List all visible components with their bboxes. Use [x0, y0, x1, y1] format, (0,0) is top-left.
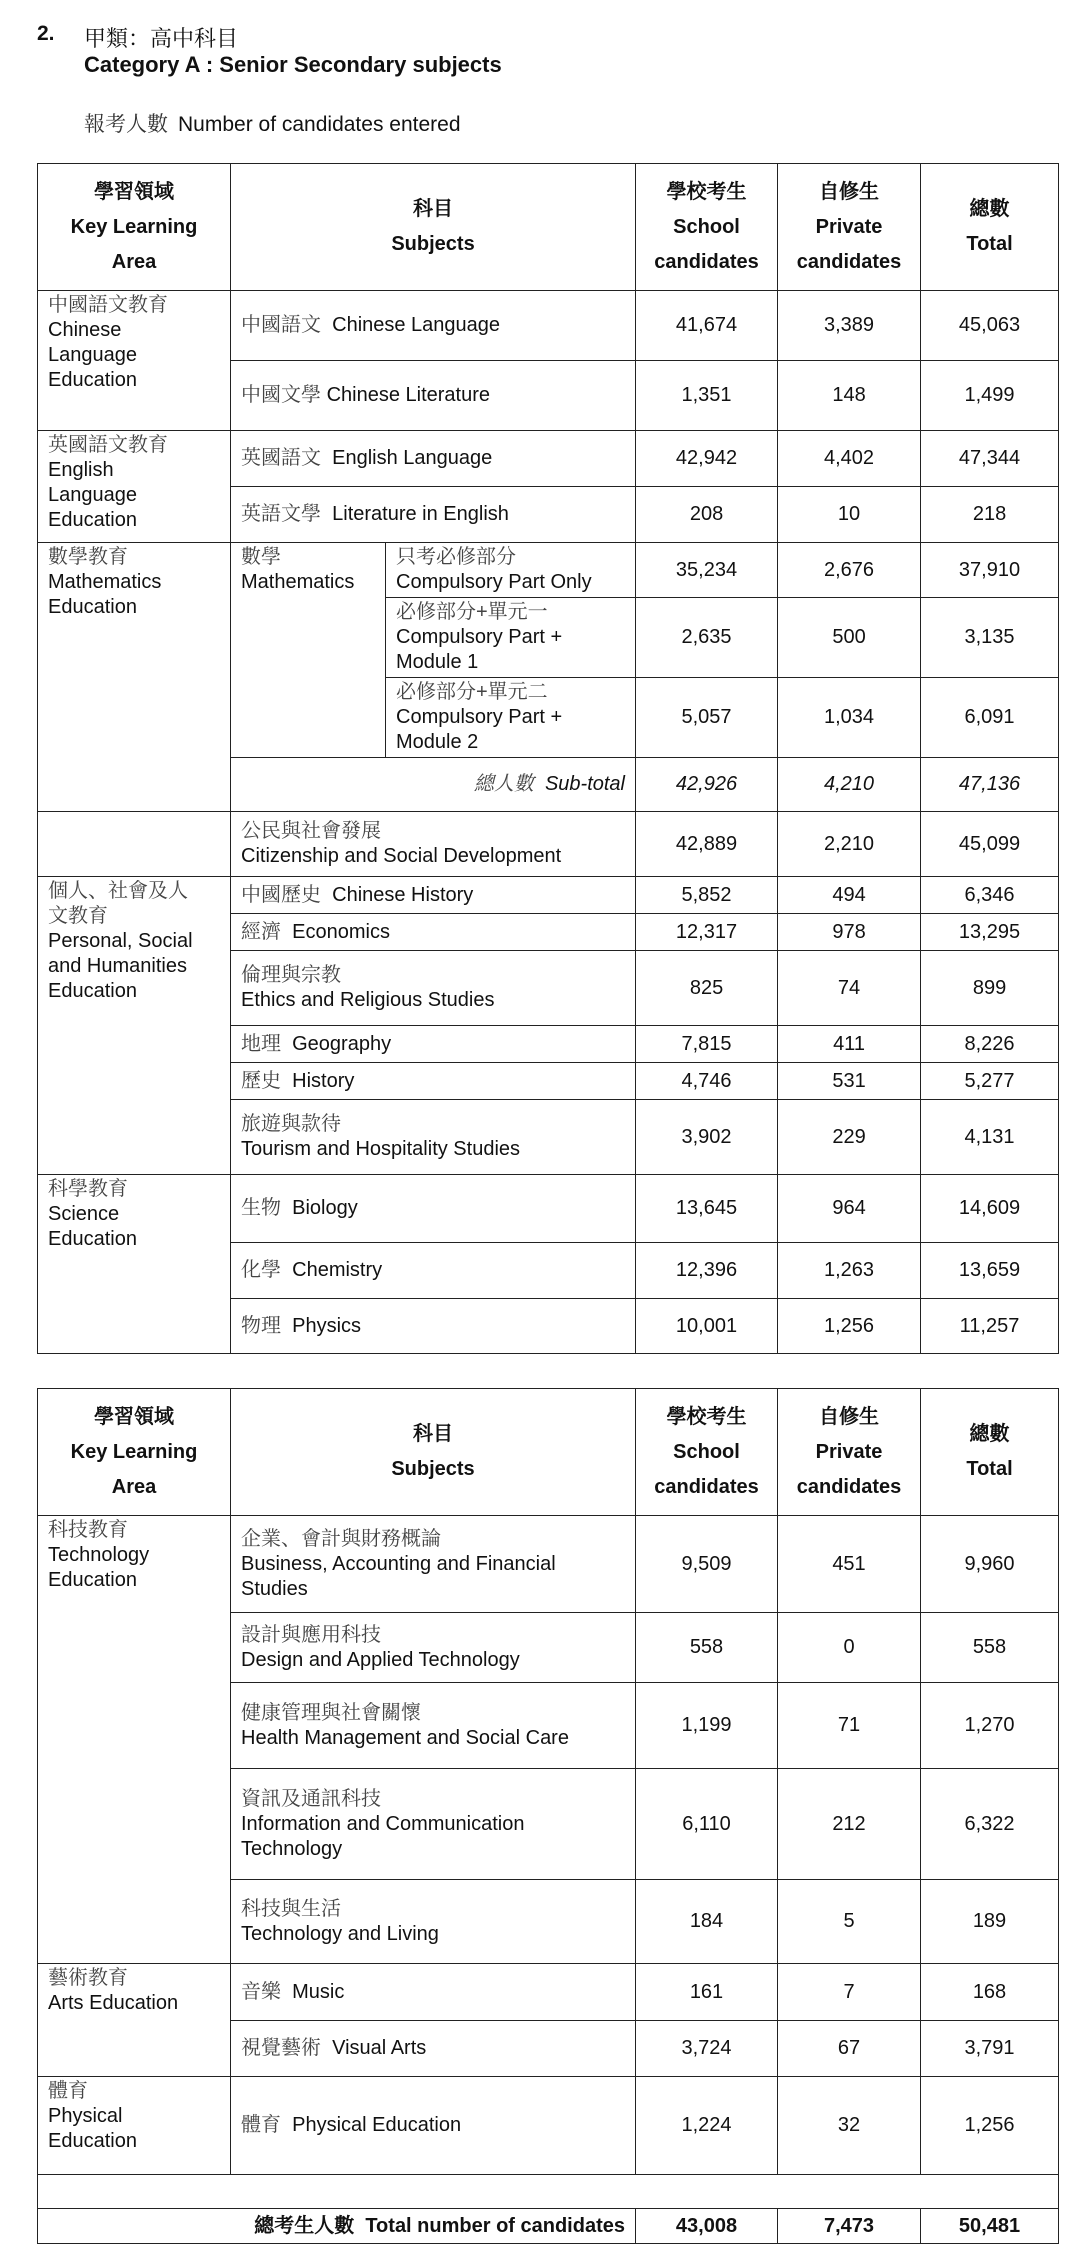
private-value: 1,263 [778, 1243, 921, 1299]
school-value: 42,942 [636, 431, 778, 487]
col-header-kla: 學習領域 Key Learning Area [38, 1389, 231, 1516]
subject-cell: 經濟 Economics [231, 914, 636, 951]
grand-total-label: 總考生人數 Total number of candidates [38, 2209, 636, 2244]
subject-cell: 視覺藝術 Visual Arts [231, 2021, 636, 2077]
subject-cell: 中國歷史 Chinese History [231, 877, 636, 914]
private-value: 74 [778, 951, 921, 1026]
candidates-table-1 [37, 163, 1059, 1354]
total-value: 1,270 [921, 1683, 1059, 1769]
school-value: 161 [636, 1964, 778, 2021]
section-subtitle [84, 108, 461, 138]
subject-cell: 倫理與宗教 Ethics and Religious Studies [231, 951, 636, 1026]
grand-total-private: 7,473 [778, 2209, 921, 2244]
subject-cell: 英國語文 English Language [231, 431, 636, 487]
col-header-subjects: 科目 Subjects [231, 1389, 636, 1516]
subject-cell: 設計與應用科技 Design and Applied Technology [231, 1613, 636, 1683]
total-value: 5,277 [921, 1063, 1059, 1100]
private-value: 32 [778, 2077, 921, 2175]
private-value: 964 [778, 1175, 921, 1243]
school-value: 7,815 [636, 1026, 778, 1063]
total-value: 168 [921, 1964, 1059, 2021]
private-value: 7 [778, 1964, 921, 2021]
school-value: 558 [636, 1613, 778, 1683]
subject-cell: 只考必修部分 Compulsory Part Only [386, 543, 636, 598]
school-value: 6,110 [636, 1769, 778, 1880]
total-value: 6,346 [921, 877, 1059, 914]
total-value: 13,659 [921, 1243, 1059, 1299]
subject-cell: 必修部分+單元二 Compulsory Part + Module 2 [386, 678, 636, 758]
school-value: 42,926 [636, 758, 778, 812]
spacer-cell [38, 2175, 1059, 2209]
col-header-subjects: 科目 Subjects [231, 164, 636, 291]
school-value: 208 [636, 487, 778, 543]
grand-total-row [38, 2209, 1059, 2244]
total-value: 47,344 [921, 431, 1059, 487]
col-header-private: 自修生 Private candidates [778, 1389, 921, 1516]
private-value: 148 [778, 361, 921, 431]
private-value: 4,210 [778, 758, 921, 812]
total-value: 6,091 [921, 678, 1059, 758]
school-value: 1,199 [636, 1683, 778, 1769]
subject-cell: 物理 Physics [231, 1299, 636, 1354]
subject-cell: 地理 Geography [231, 1026, 636, 1063]
total-value: 558 [921, 1613, 1059, 1683]
subject-cell: 歷史 History [231, 1063, 636, 1100]
school-value: 3,724 [636, 2021, 778, 2077]
private-value: 10 [778, 487, 921, 543]
subject-cell: 資訊及通訊科技 Information and Communication Technology [231, 1769, 636, 1880]
total-value: 45,063 [921, 291, 1059, 361]
private-value: 5 [778, 1880, 921, 1964]
total-value: 9,960 [921, 1516, 1059, 1613]
private-value: 531 [778, 1063, 921, 1100]
grand-total-school: 43,008 [636, 2209, 778, 2244]
subject-cell: 企業、會計與財務概論 Business, Accounting and Financial Studies [231, 1516, 636, 1613]
private-value: 500 [778, 598, 921, 678]
private-value: 0 [778, 1613, 921, 1683]
kla-blank [38, 812, 231, 877]
subtitle-en: Number of candidates entered [178, 113, 461, 136]
table-row [38, 1175, 1059, 1243]
spacer-row [38, 2175, 1059, 2209]
kla-personal-social: 個人、社會及人 文教育 Personal, Social and Humanities Education [38, 877, 231, 1175]
kla-maths: 數學教育 Mathematics Education [38, 543, 231, 812]
total-value: 47,136 [921, 758, 1059, 812]
private-value: 1,256 [778, 1299, 921, 1354]
section-title-en: Category A : Senior Secondary subjects [84, 52, 502, 77]
school-value: 12,396 [636, 1243, 778, 1299]
private-value: 3,389 [778, 291, 921, 361]
school-value: 42,889 [636, 812, 778, 877]
private-value: 71 [778, 1683, 921, 1769]
subject-cell: 中國文學 Chinese Literature [231, 361, 636, 431]
school-value: 2,635 [636, 598, 778, 678]
total-value: 218 [921, 487, 1059, 543]
col-header-total: 總數 Total [921, 1389, 1059, 1516]
school-value: 3,902 [636, 1100, 778, 1175]
school-value: 9,509 [636, 1516, 778, 1613]
subtitle-zh: 報考人數 [84, 113, 168, 136]
private-value: 229 [778, 1100, 921, 1175]
col-header-school: 學校考生 School candidates [636, 1389, 778, 1516]
col-header-private: 自修生 Private candidates [778, 164, 921, 291]
table-row [38, 431, 1059, 487]
table-row [38, 1964, 1059, 2021]
section-title-zh: 甲類：高中科目 [84, 26, 239, 51]
candidates-table-2 [37, 1388, 1059, 2244]
col-header-school: 學校考生 School candidates [636, 164, 778, 291]
total-value: 3,135 [921, 598, 1059, 678]
school-value: 13,645 [636, 1175, 778, 1243]
section-number: 2. [37, 22, 55, 45]
private-value: 4,402 [778, 431, 921, 487]
total-value: 13,295 [921, 914, 1059, 951]
private-value: 212 [778, 1769, 921, 1880]
kla-english: 英國語文教育 English Language Education [38, 431, 231, 543]
kla-physical-education: 體育 Physical Education [38, 2077, 231, 2175]
school-value: 1,351 [636, 361, 778, 431]
total-value: 1,256 [921, 2077, 1059, 2175]
total-value: 14,609 [921, 1175, 1059, 1243]
total-value: 8,226 [921, 1026, 1059, 1063]
col-header-total: 總數 Total [921, 164, 1059, 291]
subject-cell: 科技與生活 Technology and Living [231, 1880, 636, 1964]
school-value: 5,057 [636, 678, 778, 758]
col-header-kla: 學習領域 Key Learning Area [38, 164, 231, 291]
subject-cell: 英語文學 Literature in English [231, 487, 636, 543]
table-row [38, 543, 1059, 598]
total-value: 6,322 [921, 1769, 1059, 1880]
school-value: 1,224 [636, 2077, 778, 2175]
total-value: 189 [921, 1880, 1059, 1964]
school-value: 4,746 [636, 1063, 778, 1100]
table-header-row [38, 1389, 1059, 1516]
table-header-row [38, 164, 1059, 291]
subject-cell: 生物 Biology [231, 1175, 636, 1243]
table-row [38, 1516, 1059, 1613]
school-value: 41,674 [636, 291, 778, 361]
table-row [38, 812, 1059, 877]
kla-science: 科學教育 Science Education [38, 1175, 231, 1354]
school-value: 825 [636, 951, 778, 1026]
total-value: 3,791 [921, 2021, 1059, 2077]
kla-chinese: 中國語文教育 Chinese Language Education [38, 291, 231, 431]
subtotal-label: 總人數 Sub-total [231, 758, 636, 812]
private-value: 451 [778, 1516, 921, 1613]
school-value: 5,852 [636, 877, 778, 914]
school-value: 12,317 [636, 914, 778, 951]
total-value: 4,131 [921, 1100, 1059, 1175]
table-row [38, 877, 1059, 914]
private-value: 978 [778, 914, 921, 951]
subject-cell: 音樂 Music [231, 1964, 636, 2021]
subject-cell: 化學 Chemistry [231, 1243, 636, 1299]
maths-label: 數學 Mathematics [231, 543, 386, 758]
school-value: 35,234 [636, 543, 778, 598]
subject-cell: 旅遊與款待 Tourism and Hospitality Studies [231, 1100, 636, 1175]
private-value: 67 [778, 2021, 921, 2077]
grand-total-total: 50,481 [921, 2209, 1059, 2244]
total-value: 899 [921, 951, 1059, 1026]
subject-cell: 健康管理與社會關懷 Health Management and Social Care [231, 1683, 636, 1769]
subject-cell: 體育 Physical Education [231, 2077, 636, 2175]
school-value: 184 [636, 1880, 778, 1964]
subject-cell: 必修部分+單元一 Compulsory Part + Module 1 [386, 598, 636, 678]
private-value: 494 [778, 877, 921, 914]
kla-arts: 藝術教育 Arts Education [38, 1964, 231, 2077]
total-value: 1,499 [921, 361, 1059, 431]
private-value: 2,676 [778, 543, 921, 598]
subject-cell: 公民與社會發展 Citizenship and Social Development [231, 812, 636, 877]
total-value: 45,099 [921, 812, 1059, 877]
kla-technology: 科技教育 Technology Education [38, 1516, 231, 1964]
table-row [38, 2077, 1059, 2175]
table-row [38, 291, 1059, 361]
total-value: 11,257 [921, 1299, 1059, 1354]
school-value: 10,001 [636, 1299, 778, 1354]
private-value: 411 [778, 1026, 921, 1063]
subject-cell: 中國語文 Chinese Language [231, 291, 636, 361]
total-value: 37,910 [921, 543, 1059, 598]
private-value: 1,034 [778, 678, 921, 758]
private-value: 2,210 [778, 812, 921, 877]
